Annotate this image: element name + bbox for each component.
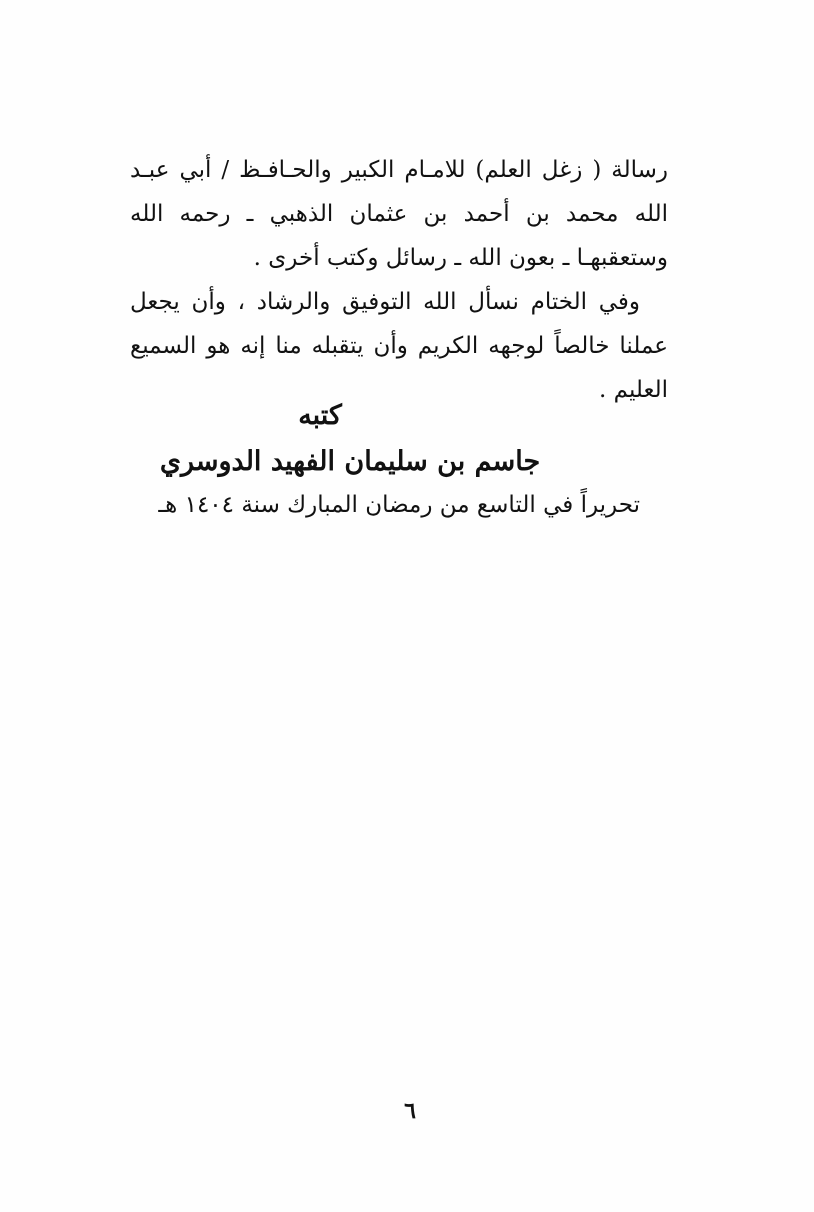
page-number: ٦ (404, 1098, 416, 1124)
intro-paragraph: رسالة ( زغل العلم) للامـام الكبير والحـافـظ / أبي عبـد الله محمد بن أحمد بن عثمان الذهبي ـ رحمه الله وستعقبهـا ـ بعون الله ـ رسائل وكتب أخرى . (130, 157, 668, 271)
closing-paragraph: وفي الختام نسأل الله التوفيق والرشاد ، وأن يجعل عملنا خالصاً لوجهه الكريم وأن يتقبله منا إنه هو السميع العليم . (130, 289, 668, 403)
signature-date-line: تحريراً في التاسع من رمضان المبارك سنة ١٤٠٤ هـ (158, 492, 640, 518)
body-text (130, 148, 668, 412)
signature-written-by: كتبه (298, 400, 342, 431)
signature-author-name: جاسم بن سليمان الفهيد الدوسري (159, 446, 541, 477)
